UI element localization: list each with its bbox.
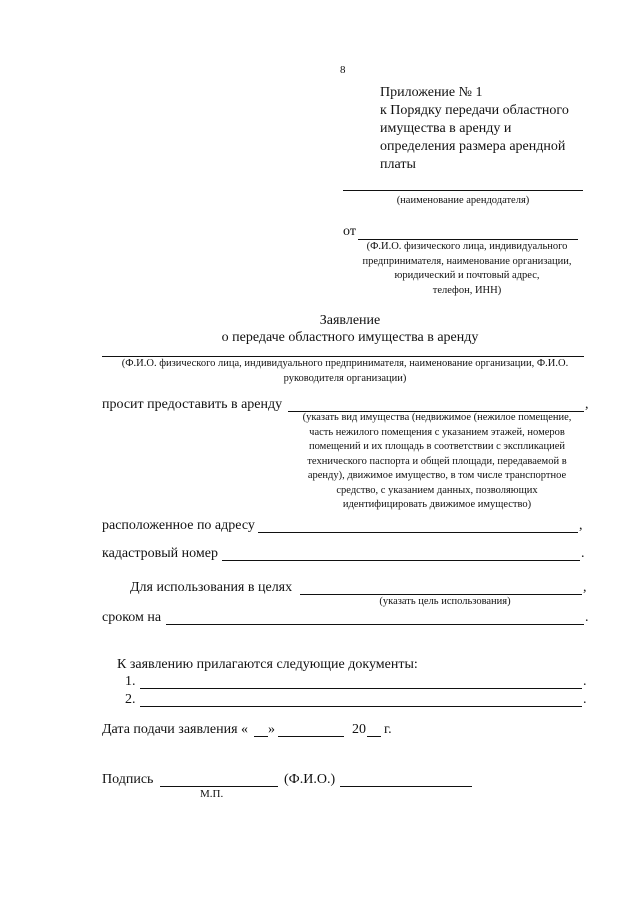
heading-title: Заявление [319,313,381,328]
appendix-block [380,84,610,174]
fio-line [340,786,472,787]
term-end-mark: . [585,610,589,625]
address-label: расположенное по адресу [102,518,255,533]
cadastral-label: кадастровый номер [102,546,218,561]
stamp-label: М.П. [200,788,224,800]
attachment-number: 2. [125,692,136,707]
cadastral-end-mark: . [581,546,585,561]
date-year-prefix: 20 [352,722,366,737]
from-label: от [343,224,356,239]
appendix-title: Приложение № 1 [380,85,483,100]
attachment-end-mark: . [583,692,587,707]
landlord-caption: (наименование арендодателя) [396,195,530,206]
heading-subtitle: о передаче областного имущества в аренду [221,330,479,345]
appendix-line: платы [380,157,416,172]
fio-label: (Ф.И.О.) [284,772,336,787]
attachment-line [140,688,582,689]
request-caption: (указать вид имущества (недвижимое (нежилое помещение, часть нежилого помещения с указанием этажей, номеров помещений и их площадь в соответствии с экспликацией технического паспорта и общей площади, передаваемой в аренду), движимое имущество, в том числе транспортное средство, с указанием данных, позволяющих идентифицировать движимое имущество) [302,412,572,510]
purpose-caption: (указать цель использования) [379,596,511,607]
appendix-line: имущества в аренду и [380,121,512,136]
landlord-line [343,190,583,191]
signature-label: Подпись [102,772,154,787]
date-year-line [367,736,381,737]
term-line [166,624,584,625]
appendix-line: определения размера арендной [380,139,566,154]
date-month-line [278,736,344,737]
purpose-end-mark: , [583,580,587,595]
purpose-label: Для использования в целях [130,580,293,595]
date-year-suffix: г. [384,722,392,737]
attachment-line [140,706,582,707]
request-label: просит предоставить в аренду [102,397,283,412]
date-label: Дата подачи заявления « [102,722,249,737]
attachment-end-mark: . [583,674,587,689]
person-caption: (Ф.И.О. физического лица, индивидуального предпринимателя, наименование организации, Ф.И.О. руководителя организации) [121,358,569,384]
term-label: сроком на [102,610,162,625]
date-close-quote: » [268,722,275,737]
attachment-number: 1. [125,674,136,689]
applicant-caption: (Ф.И.О. физического лица, индивидуального предпринимателя, наименование организации, юридический и почтовый адрес, телефон, ИНН) [362,241,572,296]
attachments-title: К заявлению прилагаются следующие документы: [117,657,418,672]
page-number: 8 [340,64,346,76]
request-end-mark: , [585,397,589,412]
date-day-line [254,736,268,737]
signature-line [160,786,278,787]
address-line [258,532,578,533]
address-end-mark: , [579,518,583,533]
cadastral-line [222,560,580,561]
appendix-line: к Порядку передачи областного [380,103,569,118]
